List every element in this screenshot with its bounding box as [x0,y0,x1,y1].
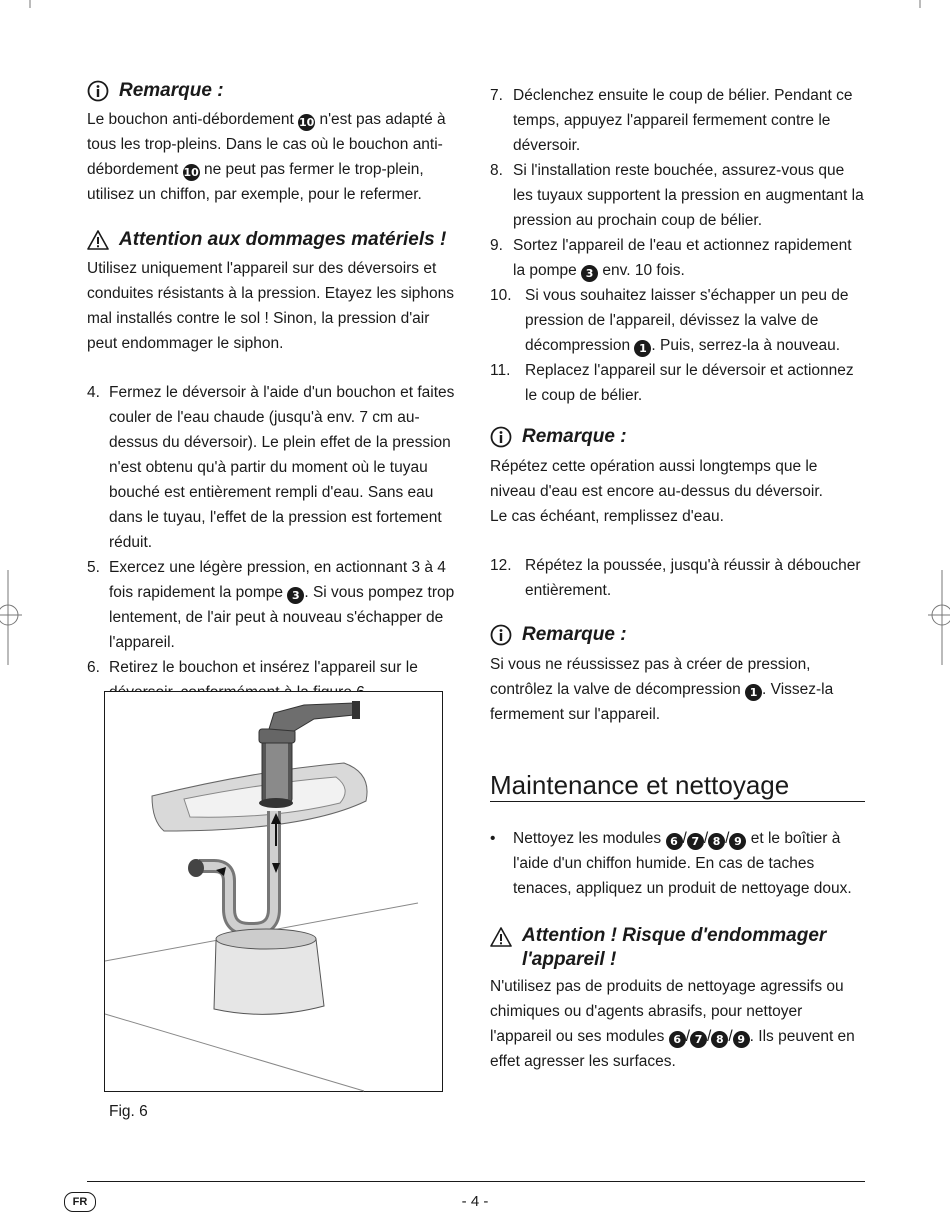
note-title: Remarque : [522,426,627,447]
info-icon [87,80,109,102]
note-text: Le cas échéant, remplissez d'eau. [490,508,724,525]
note-heading [87,80,224,102]
ref-badge: 6 [666,833,683,850]
steps-list-left [87,380,462,705]
list-item: 10. Si vous souhaitez laisser s'échapper un peu de pression de l'appareil, dévissez la valve de décompression 1 . Puis, serrez-la à nouveau. [490,287,849,355]
ref-badge: 8 [708,833,725,850]
note-text: Le bouchon anti-débordement 10 n'est pas adapté à tous les trop-pleins. Dans le cas où le bouchon anti-débordement 10 ne peut pas fermer le trop-plein, utilisez un chiffon, par exemple, pour le refermer. [87,111,446,203]
warning-triangle-icon [87,229,109,251]
page-number: - 4 - [461,1193,489,1210]
info-icon [490,426,512,448]
note-heading [490,624,627,646]
list-item: 7. Déclenchez ensuite le coup de bélier. Pendant ce temps, appuyez l'appareil fermement contre le déversoir. [490,87,853,154]
ref-badge: 1 [634,340,651,357]
ref-badge: 10 [298,116,315,129]
warning-heading [490,924,842,972]
section-title: Maintenance et nettoyage [490,769,865,802]
ref-badge: 9 [733,1031,750,1048]
warning-title: Attention aux dommages matériels ! [119,229,447,250]
note-text: Si vous ne réussissez pas à créer de pression, contrôlez la valve de décompression 1 . Vissez-la fermement sur l'appareil. [490,656,834,723]
warning-heading [87,229,446,251]
warning-title: Attention ! Risque d'endommager l'appareil ! [522,925,827,970]
note-text: Répétez cette opération aussi longtemps que le niveau d'eau est encore au-dessus du déversoir. [490,458,823,500]
note-title: Remarque : [522,624,627,645]
list-item: 4. Fermez le déversoir à l'aide d'un bouchon et faites couler de l'eau chaude (jusqu'à env. 7 cm au-dessus du déversoir). Le plein effet de la pression n'est obtenu qu'à partir du moment où le tuyau bouché est entièrement rempli d'eau. Sans eau dans le tuyau, l'effet de la pression est fortement réduit. [87,384,455,551]
note-title: Remarque : [119,80,224,101]
figure-illustration [104,691,443,1092]
info-icon [490,624,512,646]
list-item: 9. Sortez l'appareil de l'eau et actionnez rapidement la pompe 3 env. 10 fois. [490,237,852,280]
ref-badge: 6 [669,1031,686,1048]
language-badge: FR [64,1192,96,1212]
steps-list-right-2 [490,553,865,603]
list-item: 6. Retirez le bouchon et insérez l'appareil sur le [87,659,418,676]
ref-badge: 7 [687,833,704,850]
ref-badge: 9 [729,833,746,850]
note-heading [490,426,627,448]
figure-caption: Fig. 6 [109,1103,148,1120]
ref-badge: 10 [183,166,199,179]
warning-text: Utilisez uniquement l'appareil sur des déversoirs et conduites résistants à la pression. Etayez les siphons mal installés contre le sol ! Sinon, la pression d'air peut endommager le siphon. [87,260,455,352]
ref-badge: 1 [745,684,762,701]
footer-rule [87,1181,865,1182]
steps-list-right [490,83,865,408]
list-item: 12. Répétez la poussée, jusqu'à réussir à déboucher entièrement. [490,557,861,599]
list-item: 5. Exercez une légère pression, en actionnant 3 à 4 fois rapidement la pompe 3 . Si vous pompez trop lentement, de l'air peut à nouveau s'échapper de l'appareil. [87,559,455,651]
warning-triangle-icon [490,926,512,948]
ref-badge: 7 [690,1031,707,1048]
list-item: 11. Replacez l'appareil sur le déversoir et actionnez le coup de bélier. [490,362,854,404]
warning-text: N'utilisez pas de produits de nettoyage agressifs ou chimiques ou d'agents abrasifs, pour nettoyer l'appareil ou ses modules 6 / 7 / 8 / 9 . Ils peuvent en effet agresser les surfaces. [490,978,855,1070]
bullet-item: • Nettoyez les modules 6 / 7 / 8 / 9 et le boîtier à l'aide d'un chiffon humide. En cas de taches tenaces, appliquez un produit de nettoyage doux. [490,830,852,897]
ref-badge: 3 [287,587,304,604]
list-item: 8. Si l'installation reste bouchée, assurez-vous que les tuyaux supportent la pression en augmentant la pression au prochain coup de bélier. [490,162,864,229]
ref-badge: 3 [581,265,598,282]
ref-badge: 8 [711,1031,728,1048]
